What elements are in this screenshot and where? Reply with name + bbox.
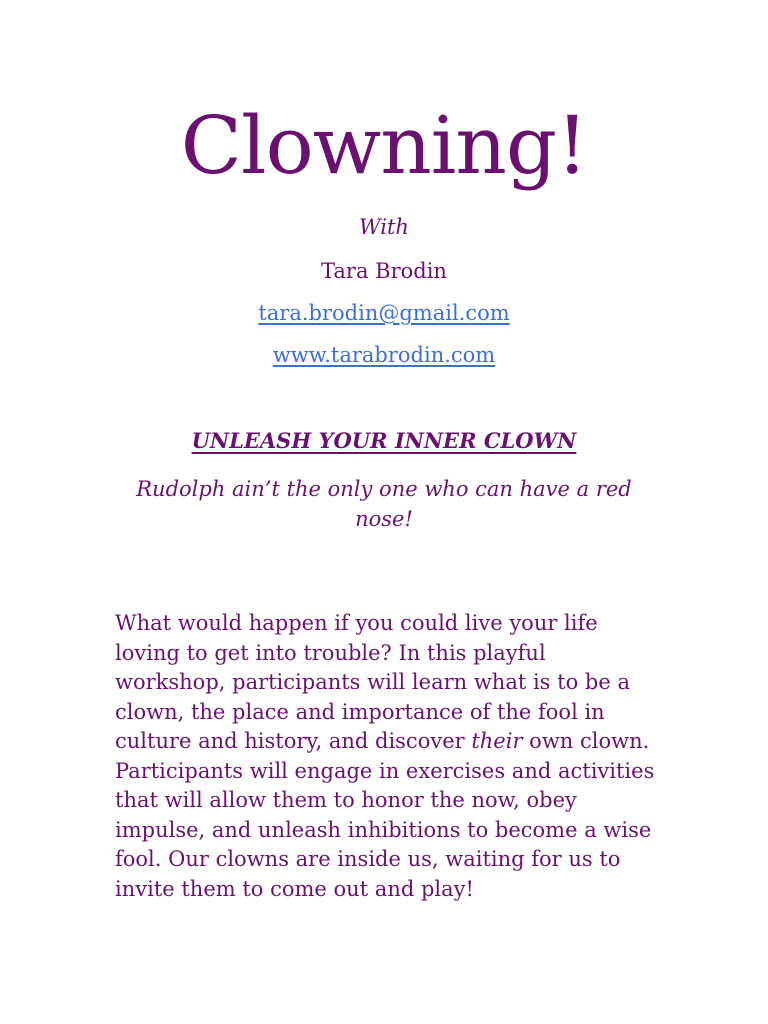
email-link[interactable]: tara.brodin@gmail.com	[258, 301, 510, 325]
presenter-name: Tara Brodin	[321, 259, 447, 283]
section-heading-text: UNLEASH YOUR INNER CLOWN	[191, 428, 577, 453]
website-line	[0, 340, 768, 370]
description-paragraph	[115, 609, 660, 904]
with-label: With	[359, 215, 409, 239]
email-line	[0, 298, 768, 328]
description-part-1: What would happen if you could live your life loving to get into trouble? In this playful workshop, participants will learn what is to be a clown, the place and importance of the fool in culture and history, and discover	[115, 611, 630, 753]
description-part-2: own clown. Participants will engage in exercises and activities that will allow them to honor the now, obey impulse, and unleash inhibitions to become a wise fool. Our clowns are inside us, waiting for us to invite them to come out and play!	[115, 729, 655, 901]
tagline: Rudolph ain’t the only one who can have a red nose!	[136, 477, 632, 531]
description-emphasis: their	[471, 729, 523, 753]
section-heading	[0, 426, 768, 456]
website-link[interactable]: www.tarabrodin.com	[272, 343, 496, 367]
page-title: Clowning!	[180, 99, 588, 192]
